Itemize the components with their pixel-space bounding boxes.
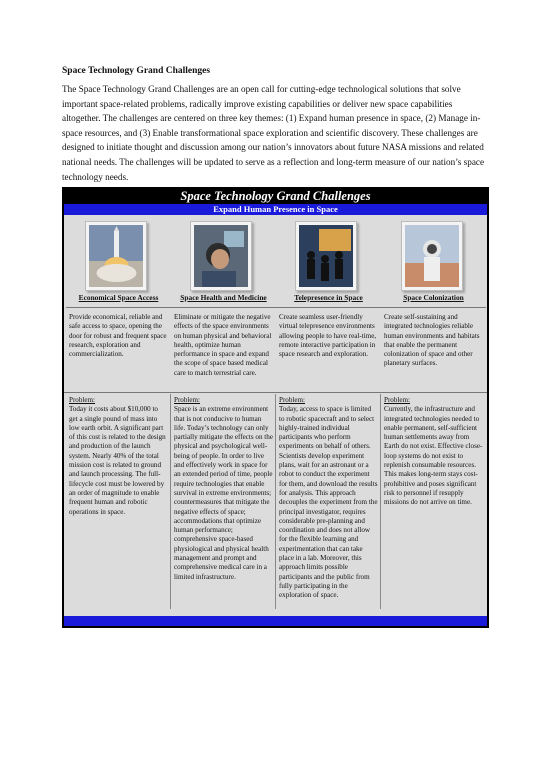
telepresence-icon <box>299 225 353 287</box>
problem-text: Today it costs about $10,000 to get a single pound of mass into low earth orbit. A significant part of this cost is related to the design and production of the launch system. Nearly 40% of the total mission cost is related to ground and launch processing. The full-lifecycle cost must be lowered by an order of magnitude to enable frequent human and robotic operations in space. <box>69 405 166 516</box>
problem-space-colonization <box>381 396 486 508</box>
column-description: Create seamless user-friendly virtual telepresence environments allowing people to have real-time, remote interactive participation in space research and exploration. <box>279 313 377 359</box>
intro-paragraph: The Space Technology Grand Challenges are an open call for cutting-edge technological solutions that solve important space-related problems, radically improve existing capabilities or deliver new space capabilities altogether. The challenges are centered on three key themes: (1) Expand human presence in space, (2) Manage in-space resources, and (3) Enable transformational space exploration and scientific discovery. These challenges are designed to initiate thought and discussion among our nation’s innovators about future NASA missions and related national needs. The challenges will be updated to serve as a reflection and long-term measure of our nation’s space technology needs. <box>62 84 485 182</box>
column-heading: Telepresence in Space <box>276 293 381 308</box>
problem-space-health-medicine <box>171 396 276 582</box>
rocket-launch-photo <box>85 221 147 291</box>
column-telepresence-in-space <box>276 293 381 401</box>
column-description: Create self-sustaining and integrated technologies reliable human environments and habitats that enable the permanent colonization of space and other planetary surfaces. <box>384 313 480 368</box>
problem-telepresence-in-space <box>276 396 381 601</box>
problem-economical-space-access <box>66 396 171 517</box>
problem-label: Problem: <box>69 396 96 404</box>
poster-panel <box>64 189 487 626</box>
document-title: Space Technology Grand Challenges <box>62 66 211 76</box>
problem-label: Problem: <box>279 396 306 404</box>
problem-label: Problem: <box>174 396 201 404</box>
column-space-health-medicine <box>171 293 276 401</box>
space-colony-photo <box>401 221 463 291</box>
section-divider <box>64 392 487 393</box>
space-colony-icon <box>405 225 459 287</box>
column-heading: Space Health and Medicine <box>171 293 276 308</box>
column-description: Eliminate or mitigate the negative effects of the space environments on human physical and behavioral health, optimize human performance in space and expand the scope of space based medical care to match terrestrial care. <box>174 313 272 377</box>
column-economical-space-access <box>66 293 171 401</box>
telepresence-photo <box>295 221 357 291</box>
column-heading: Economical Space Access <box>66 293 171 308</box>
column-heading: Space Colonization <box>381 293 486 308</box>
astronaut-health-icon <box>194 225 248 287</box>
column-space-colonization <box>381 293 486 401</box>
rocket-launch-icon <box>89 225 143 287</box>
astronaut-health-photo <box>190 221 252 291</box>
problem-text: Space is an extreme environment that is not conducive to human life. Today’s technology can only partially mitigate the effects on the physical and psychological well-being of people. In order to live and effectively work in space for an extended period of time, people require technologies that enable survival in extreme environments; countermeasures that mitigate the negative effects of space; accommodations that optimize human performance; comprehensive space-based physiological and physical health management and prompt and comprehensive medical care in a limited infrastructure. <box>174 405 273 581</box>
theme-banner: Expand Human Presence in Space <box>64 204 487 215</box>
column-description: Provide economical, reliable and safe access to space, opening the door for robust and frequent space research, exploration and commercialization. <box>69 313 167 359</box>
problem-text: Currently, the infrastructure and integrated technologies needed to enable permanent, self-sufficient human settlements away from Earth do not exist. Effective close-loop systems do not exist to replenish consumable resources. This makes long-term stays cost-prohibitive and poses significant risk to personnel if resupply missions do not arrive on time. <box>384 405 483 507</box>
problem-text: Today, access to space is limited to robotic spacecraft and to select highly-trained individual participants who perform experiments on behalf of others. Scientists develop experiment plans, wait for an astronaut or a robot to conduct the experiment for them, and download the results for analysis. This approach decouples the experiment from the principal investigator, requires considerable pre-planning and coordination and does not allow for the flexible learning and experimentation that can take place in a lab. Moreover, this approach limits possible participants and the public from fully participating in the exploration of space. <box>279 405 378 600</box>
poster-footer-bar <box>64 616 487 626</box>
problem-label: Problem: <box>384 396 411 404</box>
poster-banner: Space Technology Grand Challenges <box>64 189 487 204</box>
grand-challenges-poster <box>62 187 489 628</box>
